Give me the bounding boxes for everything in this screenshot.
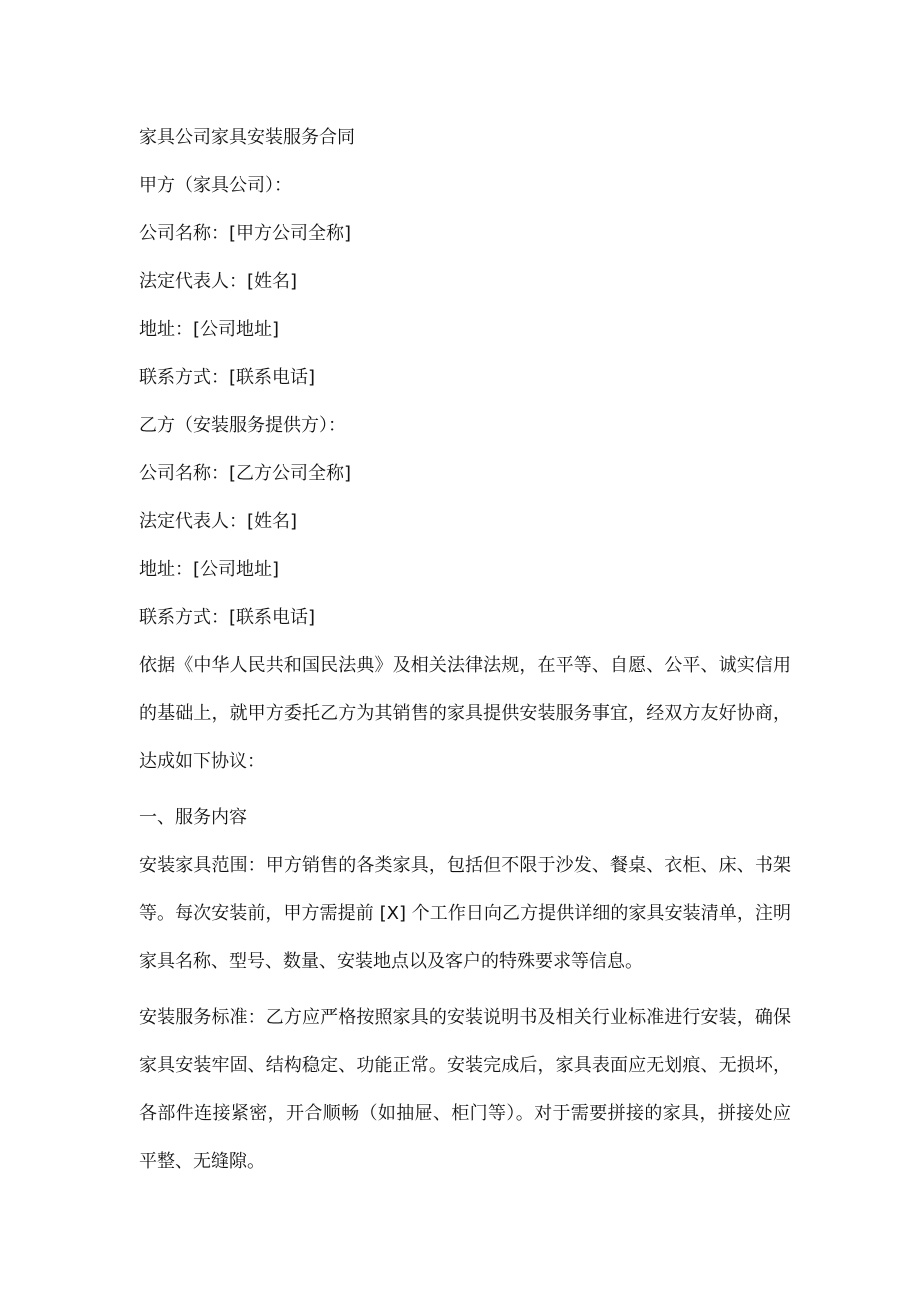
installation-scope-paragraph: 安装家具范围：甲方销售的各类家具，包括但不限于沙发、餐桌、衣柜、床、书架等。每次安装前，甲方需提前 [X] 个工作日向乙方提供详细的家具安装清单，注明家具名称、型号、数量、安装地点以及客户的特殊要求等信息。 xyxy=(139,855,791,972)
party-b-legal-rep: 法定代表人：[姓名] xyxy=(139,511,298,532)
party-a-heading: 甲方（家具公司）： xyxy=(139,175,292,196)
party-b-heading: 乙方（安装服务提供方）： xyxy=(139,415,346,436)
party-a-legal-rep: 法定代表人：[姓名] xyxy=(139,271,298,292)
party-b-company-name: 公司名称：[乙方公司全称] xyxy=(139,463,352,484)
party-a-company-name: 公司名称：[甲方公司全称] xyxy=(139,223,352,244)
party-a-address: 地址：[公司地址] xyxy=(139,319,280,340)
document-body xyxy=(139,122,791,1202)
preamble-paragraph: 依据《中华人民共和国民法典》及相关法律法规，在平等、自愿、公平、诚实信用的基础上，就甲方委托乙方为其销售的家具提供安装服务事宜，经双方友好协商，达成如下协议： xyxy=(139,655,791,772)
party-b-address: 地址：[公司地址] xyxy=(139,559,280,580)
document-title: 家具公司家具安装服务合同 xyxy=(139,127,355,148)
section-1-heading: 一、服务内容 xyxy=(139,807,247,828)
installation-standard-paragraph: 安装服务标准：乙方应严格按照家具的安装说明书及相关行业标准进行安装，确保家具安装牢固、结构稳定、功能正常。安装完成后，家具表面应无划痕、无损坏，各部件连接紧密，开合顺畅（如抽屉、柜门等）。对于需要拼接的家具，拼接处应平整、无缝隙。 xyxy=(139,1007,791,1172)
party-b-contact: 联系方式：[联系电话] xyxy=(139,607,316,628)
party-a-contact: 联系方式：[联系电话] xyxy=(139,367,316,388)
